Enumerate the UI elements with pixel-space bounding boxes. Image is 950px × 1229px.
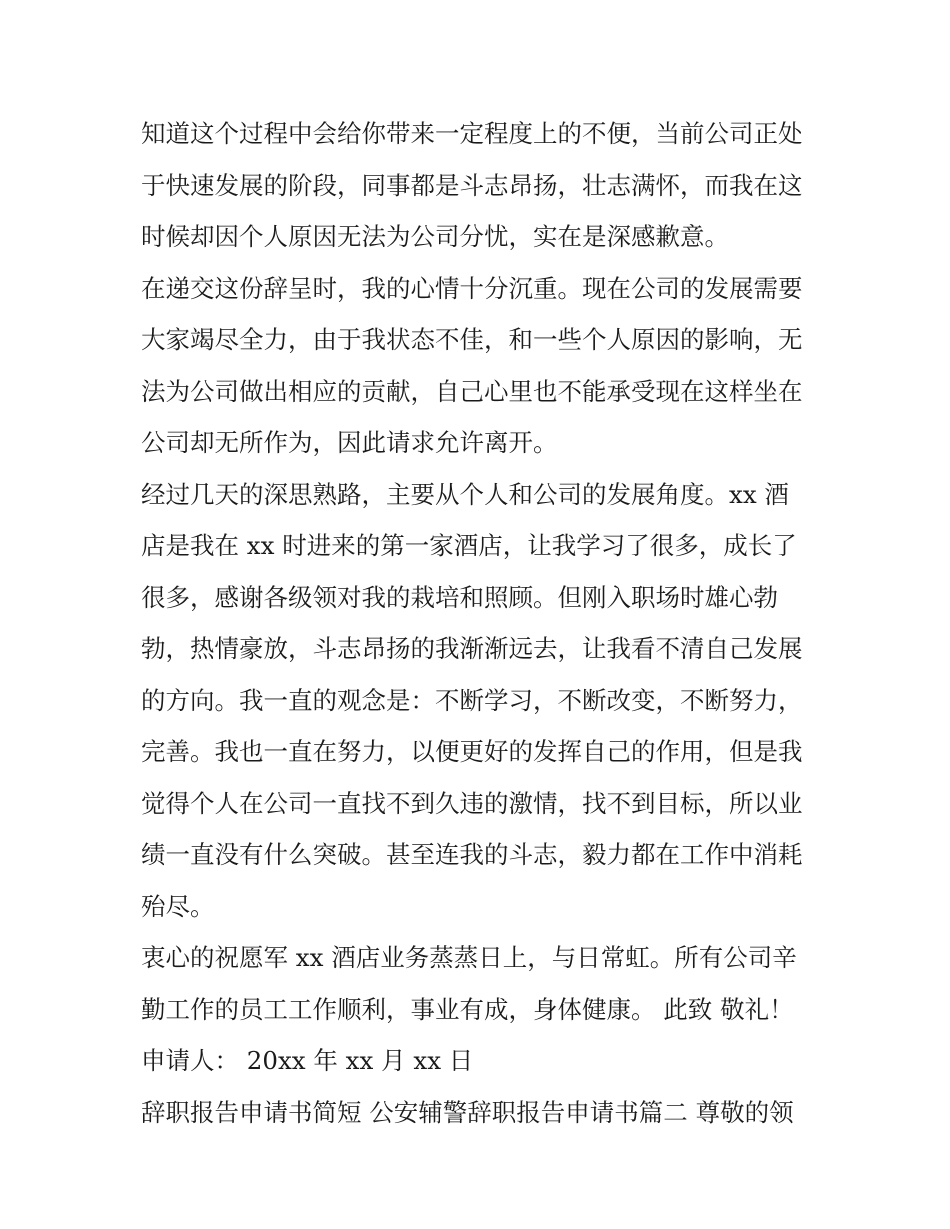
text-line: 公司却无所作为，因此请求允许离开。 (141, 428, 558, 457)
signature-line: 申请人： 20xx 年 xx 月 xx 日 (141, 1046, 474, 1075)
text-line: 大家竭尽全力，由于我状态不佳，和一些个人原因的影响，无 (141, 325, 803, 354)
text-line: 殆尽。 (141, 891, 215, 921)
text-line: 很多，感谢各级领对我的栽培和照顾。但刚入职场时雄心勃 (141, 582, 778, 612)
text-line: 于快速发展的阶段，同事都是斗志昂扬，壮志满怀，而我在这 (141, 170, 803, 200)
document-body (141, 108, 821, 1138)
text-line: 店是我在 xx 时进来的第一家酒店，让我学习了很多，成长了 (141, 531, 797, 560)
text-line: 的方向。我一直的观念是：不断学习，不断改变，不断努力， (141, 685, 803, 715)
text-line: 勤工作的员工工作顺利，事业有成，身体健康。 此致 敬礼！ (141, 994, 794, 1024)
text-line: 绩一直没有什么突破。甚至连我的斗志，毅力都在工作中消耗 (141, 840, 803, 869)
text-line: 觉得个人在公司一直找不到久违的激情，找不到目标，所以业 (141, 788, 803, 818)
text-line: 在递交这份辞呈时，我的心情十分沉重。现在公司的发展需要 (141, 273, 803, 303)
text-line: 法为公司做出相应的贡献，自己心里也不能承受现在这样坐在 (141, 376, 803, 406)
text-line: 衷心的祝愿军 xx 酒店业务蒸蒸日上，与日常虹。所有公司辛 (141, 943, 797, 972)
text-line: 时候却因个人原因无法为公司分忧，实在是深感歉意。 (141, 222, 729, 251)
text-line: 勃，热情豪放，斗志昂扬的我渐渐远去，让我看不清自己发展 (141, 634, 803, 663)
text-line: 知道这个过程中会给你带来一定程度上的不便，当前公司正处 (141, 119, 803, 148)
text-line: 辞职报告申请书简短 公安辅警辞职报告申请书篇二 尊敬的领 (141, 1097, 794, 1127)
text-line: 经过几天的深思熟路，主要从个人和公司的发展角度。xx 酒 (141, 479, 789, 509)
text-line: 完善。我也一直在努力，以便更好的发挥自己的作用，但是我 (141, 737, 803, 766)
